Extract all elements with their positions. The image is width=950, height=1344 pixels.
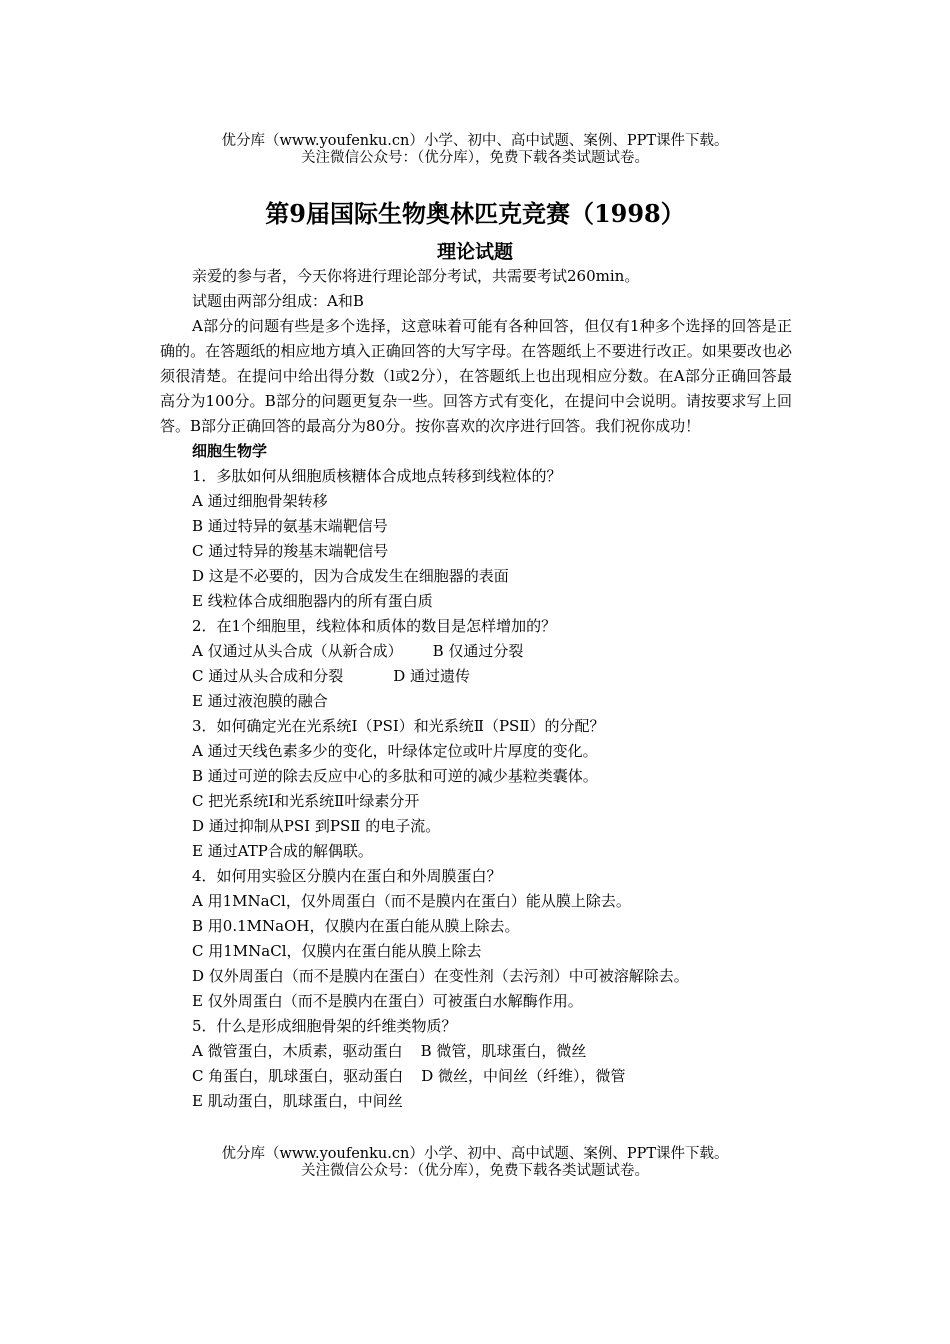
- q2-options-ab: [160, 639, 792, 664]
- q4-option-d: D 仅外周蛋白（而不是膜内在蛋白）在变性剂（去污剂）中可被溶解除去。: [192, 967, 689, 985]
- q4-option-a: A 用1MNaCl，仅外周蛋白（而不是膜内在蛋白）能从膜上除去。: [192, 892, 631, 910]
- q2-option-d: D 通过遗传: [393, 667, 471, 685]
- q5-option-d: D 微丝，中间丝（纤维），微管: [421, 1067, 626, 1085]
- q3-option-b: B 通过可逆的除去反应中心的多肽和可逆的减少基粒类囊体。: [192, 767, 598, 785]
- q5-options-ab: [160, 1039, 792, 1064]
- q1-option-b: B 通过特异的氨基末端靶信号: [192, 517, 388, 535]
- header-banner: [0, 133, 950, 167]
- q3-option-c: C 把光系统Ⅰ和光系统Ⅱ叶绿素分开: [192, 792, 420, 810]
- q3-option-a: A 通过天线色素多少的变化，叶绿体定位或叶片厚度的变化。: [192, 742, 598, 760]
- intro-paragraph-2: 试题由两部分组成：A和B: [192, 292, 364, 310]
- q1-option-e: E 线粒体合成细胞器内的所有蛋白质: [192, 592, 433, 610]
- banner-line-2: 关注微信公众号：（优分库），免费下载各类试题试卷。: [301, 150, 649, 166]
- q2-option-c: C 通过从头合成和分裂: [192, 667, 344, 685]
- q4-option-b: B 用0.1MNaOH，仅膜内在蛋白能从膜上除去。: [192, 917, 520, 935]
- document-body: [160, 264, 792, 1114]
- q2-option-b: B 仅通过分裂: [432, 642, 524, 660]
- q5-option-e: E 肌动蛋白，肌球蛋白，中间丝: [192, 1092, 403, 1110]
- section-heading: 细胞生物学: [192, 442, 268, 460]
- question-4: 4．如何用实验区分膜内在蛋白和外周膜蛋白？: [192, 867, 502, 885]
- question-5: 5．什么是形成细胞骨架的纤维类物质？: [192, 1017, 457, 1035]
- footer-line-2: 关注微信公众号：（优分库），免费下载各类试题试卷。: [301, 1163, 649, 1179]
- page-title: 第9届国际生物奥林匹克竞赛（1998）: [265, 199, 685, 228]
- q2-options-cd: [160, 664, 792, 689]
- footer-line-1: 优分库（www.youfenku.cn）小学、初中、高中试题、案例、PPT课件下载。: [221, 1146, 729, 1162]
- question-3: 3．如何确定光在光系统Ⅰ（PSⅠ）和光系统Ⅱ（PSⅡ）的分配？: [192, 717, 605, 735]
- q4-option-e: E 仅外周蛋白（而不是膜内在蛋白）可被蛋白水解酶作用。: [192, 992, 583, 1010]
- q5-option-a: A 微管蛋白，木质素，驱动蛋白: [192, 1042, 403, 1060]
- question-1: 1．多肽如何从细胞质核糖体合成地点转移到线粒体的？: [192, 467, 562, 485]
- q3-option-d: D 通过抑制从PSⅠ 到PSⅡ 的电子流。: [192, 817, 441, 835]
- q5-option-b: B 微管，肌球蛋白，微丝: [420, 1042, 587, 1060]
- q4-option-c: C 用1MNaCl，仅膜内在蛋白能从膜上除去: [192, 942, 482, 960]
- banner-line-1: 优分库（www.youfenku.cn）小学、初中、高中试题、案例、PPT课件下载。: [221, 133, 729, 149]
- question-2: 2．在1个细胞里，线粒体和质体的数目是怎样增加的？: [192, 617, 557, 635]
- q1-option-d: D 这是不必要的，因为合成发生在细胞器的表面: [192, 567, 509, 585]
- intro-paragraph-3: A部分的问题有些是多个选择，这意味着可能有各种回答，但仅有1种多个选择的回答是正确的。在答题纸的相应地方填入正确回答的大写字母。在答题纸上不要进行改正。如果要改也必须很清楚。在提问中给出得分数（l或2分），在答题纸上也出现相应分数。在A部分正确回答最高分为100分。B部分的问题更复杂一些。回答方式有变化，在提问中会说明。请按要求写上回答。B部分正确回答的最高分为80分。按你喜欢的次序进行回答。我们祝你成功！: [160, 317, 792, 435]
- q5-option-c: C 角蛋白，肌球蛋白，驱动蛋白: [192, 1067, 404, 1085]
- q2-option-e: E 通过液泡膜的融合: [192, 692, 328, 710]
- q5-options-cd: [160, 1064, 792, 1089]
- q1-option-c: C 通过特异的羧基末端靶信号: [192, 542, 389, 560]
- q3-option-e: E 通过ATP合成的解偶联。: [192, 842, 373, 860]
- q2-option-a: A 仅通过从头合成（从新合成）: [192, 642, 403, 660]
- page-subtitle: 理论试题: [436, 241, 513, 263]
- q1-option-a: A 通过细胞骨架转移: [192, 492, 328, 510]
- footer-banner: [0, 1146, 950, 1180]
- intro-paragraph-1: 亲爱的参与者，今天你将进行理论部分考试，共需要考试260min。: [192, 267, 640, 285]
